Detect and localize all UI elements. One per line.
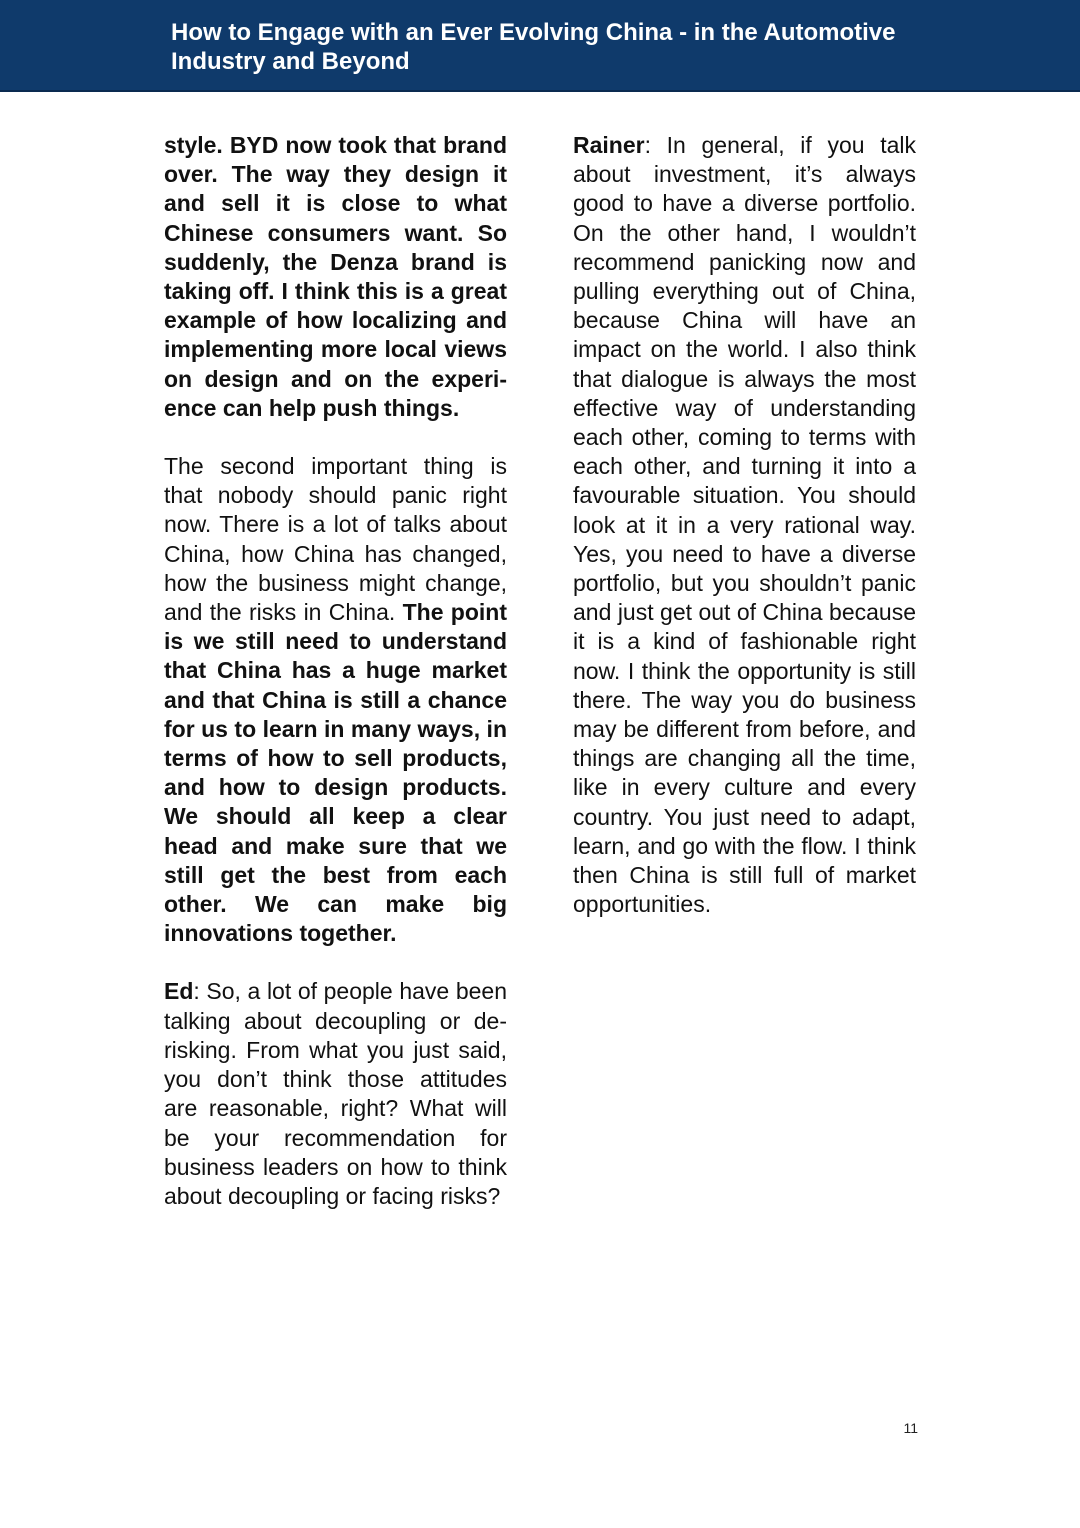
- paragraph-ed-question: [164, 977, 507, 1211]
- paragraph-no-panic-regular: The second important thing is that nobody should panic right now. There is a lot of talks about China, how China has changed, how the business might change, and the risks in China.: [164, 453, 507, 626]
- paragraph-rainer-answer: [573, 131, 916, 919]
- document-title: How to Engage with an Ever Evolving China - in the Automotive Industry and Beyond: [171, 19, 896, 75]
- page-header-banner: [0, 0, 1080, 92]
- speaker-name-ed: Ed: [164, 978, 194, 1005]
- paragraph-no-panic-bold: The point is we still need to understand that China has a huge market and that China is still a chance for us to learn in many ways, in terms of how to sell products, and how to design products. We should all keep a clear head and make sure that we still get the best from each other. We can make big innovations together.: [164, 599, 507, 947]
- paragraph-byd-denza: style. BYD now took that brand over. The way they design it and sell it is close to what Chinese consumers want. So suddenly, the Denza brand is taking off. I think this is a great example of how localizing and implementing more local views on design and on the experience can help push things.: [164, 132, 507, 421]
- speaker-name-rainer: Rainer: [573, 132, 645, 158]
- ed-question-text: : So, a lot of people have been talking about decoupling or de-risking. From what you just said, you don’t think those attitudes are reasonable, right? What will be your recommendation for business leaders on how to think about decoupling or facing risks?: [164, 978, 507, 1209]
- left-column: [164, 131, 507, 1240]
- paragraph-no-panic: [164, 452, 507, 948]
- right-column: [573, 131, 916, 948]
- rainer-answer-text: : In general, if you talk about investment, it’s always good to have a diverse portfolio. On the other hand, I wouldn’t recommend panicking now and pulling everything out of China, because China will have an impact on the world. I also think that dialogue is always the most effective way of understanding each other, coming to terms with each other, and turning it into a favourable situation. You should look at it in a very rational way. Yes, you need to have a diverse portfolio, but you shouldn’t panic and just get out of China because it is a kind of fashionable right now. I think the opportunity is still there. The way you do business may be different from before, and things are changing all the time, like in every culture and every country. You just need to adapt, learn, and go with the flow. I think then China is still full of market opportunities.: [573, 132, 916, 918]
- page-number: 11: [903, 1420, 918, 1436]
